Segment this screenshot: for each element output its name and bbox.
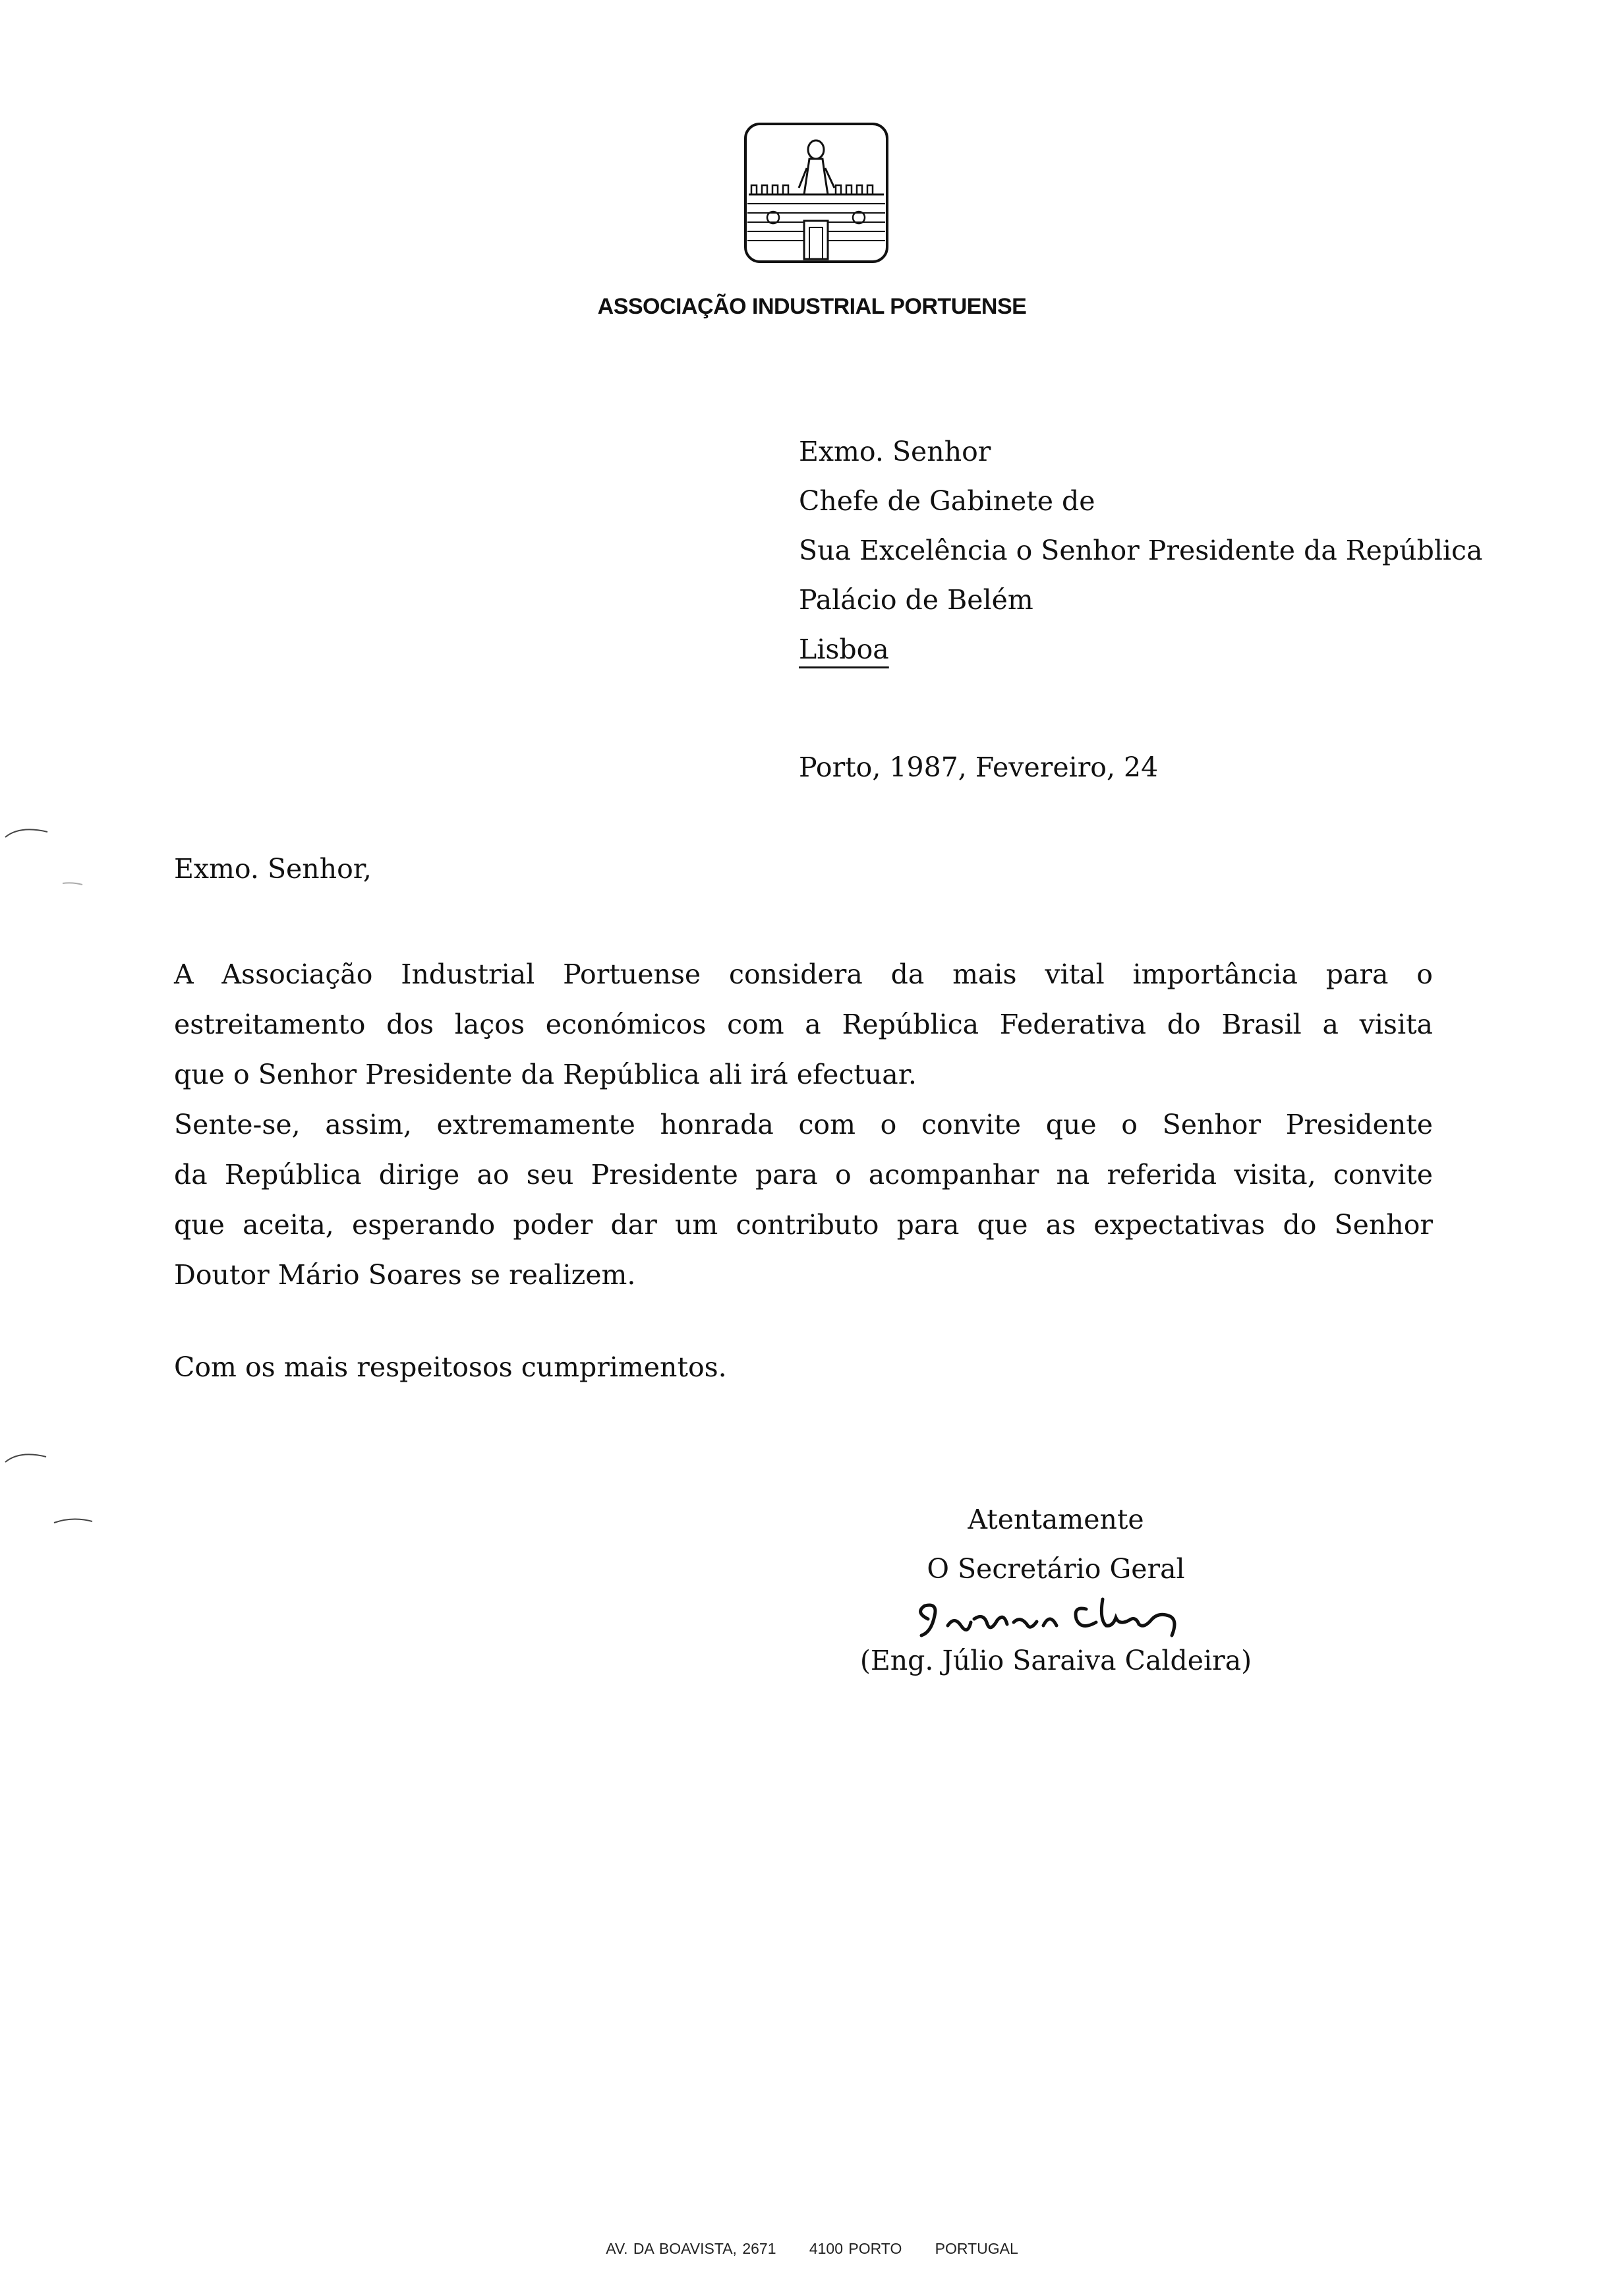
body-line: estreitamento dos laços económicos com a República Federativa do Brasil a visita bbox=[174, 1009, 1433, 1040]
body-line: Sente-se, assim, extremamente honrada com o convite que o Senhor Presidente bbox=[174, 1109, 1433, 1140]
body-line: Doutor Mário Soares se realizem. bbox=[174, 1259, 636, 1291]
recipient-line: Chefe de Gabinete de bbox=[799, 485, 1095, 517]
organization-name: ASSOCIAÇÃO INDUSTRIAL PORTUENSE bbox=[597, 294, 1027, 319]
margin-mark bbox=[0, 1430, 99, 1529]
body-line: A Associação Industrial Portuense considera da mais vital importância para o bbox=[174, 958, 1433, 990]
valediction: Atentamente bbox=[968, 1504, 1144, 1535]
body-line: que o Senhor Presidente da República ali irá efectuar. bbox=[174, 1059, 917, 1090]
letter-date: Porto, 1987, Fevereiro, 24 bbox=[799, 751, 1159, 783]
salutation: Exmo. Senhor, bbox=[174, 853, 372, 885]
body-line: que aceita, esperando poder dar um contributo para que as expectativas do Senhor bbox=[174, 1209, 1433, 1241]
margin-mark bbox=[0, 811, 99, 910]
signer-title: O Secretário Geral bbox=[927, 1553, 1185, 1585]
signer-name: (Eng. Júlio Saraiva Caldeira) bbox=[859, 1645, 1252, 1676]
handwritten-signature bbox=[908, 1579, 1211, 1652]
recipient-line: Palácio de Belém bbox=[799, 584, 1033, 616]
recipient-line: Exmo. Senhor bbox=[799, 436, 991, 467]
body-line: da República dirige ao seu Presidente para o acompanhar na referida visita, convite bbox=[174, 1159, 1433, 1191]
footer-address: AV. DA BOAVISTA, 2671 4100 PORTO PORTUGAL bbox=[606, 2240, 1018, 2257]
recipient-city: Lisboa bbox=[799, 633, 889, 665]
letter-body bbox=[174, 949, 1433, 1300]
recipient-address bbox=[799, 427, 1482, 674]
recipient-line: Sua Excelência o Senhor Presidente da República bbox=[799, 535, 1483, 566]
organization-emblem-logo bbox=[743, 122, 889, 264]
closing-line: Com os mais respeitosos cumprimentos. bbox=[174, 1351, 727, 1383]
